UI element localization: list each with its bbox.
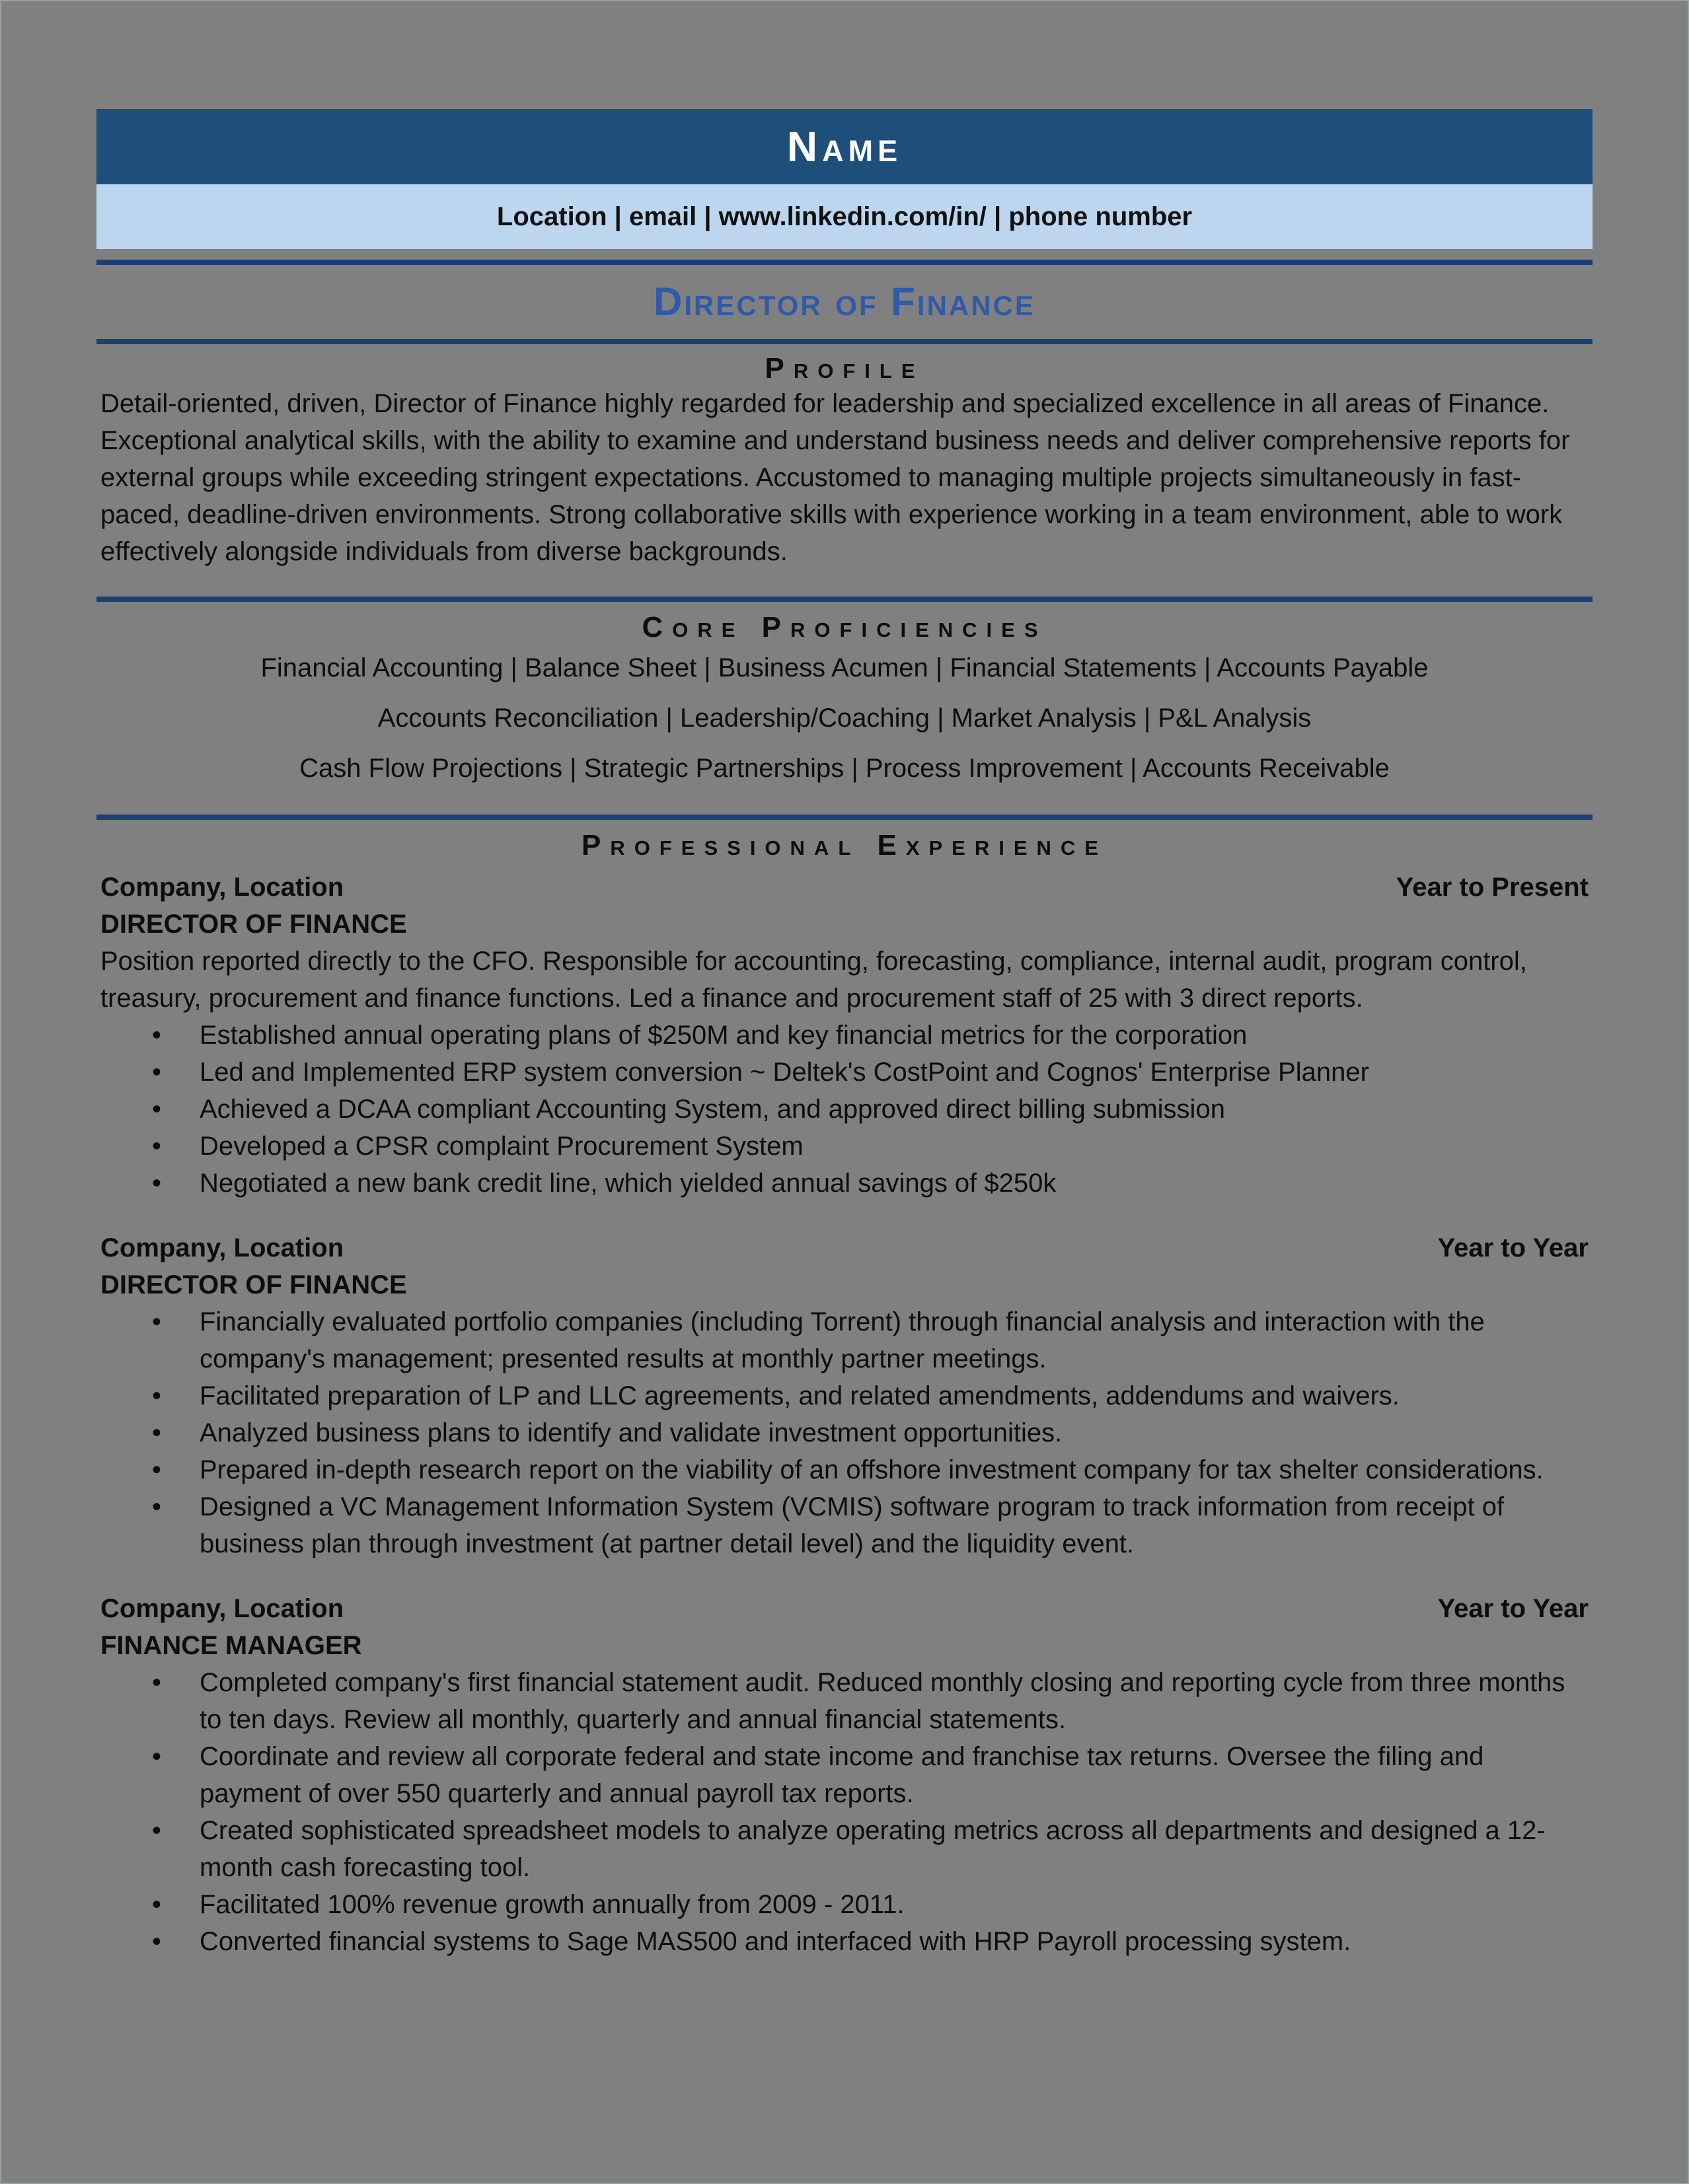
proficiencies-heading: Core Proficiencies	[642, 611, 1047, 643]
proficiency-line: Accounts Reconciliation | Leadership/Coaching | Market Analysis | P&L Analysis	[377, 704, 1312, 733]
list-item: • Completed company's first financial statement audit. Reduced monthly closing and reporting cycle from three months to ten days. Review all monthly, quarterly and annual financial statements.	[200, 1664, 1589, 1738]
proficiencies-list	[96, 643, 1593, 793]
job-dates: Year to Year	[1437, 1233, 1589, 1262]
list-item: • Prepared in-depth research report on the viability of an offshore investment company for tax shelter considerations.	[200, 1451, 1589, 1488]
divider	[96, 260, 1593, 265]
experience-heading: Professional Experience	[582, 829, 1107, 861]
list-item: • Coordinate and review all corporate federal and state income and franchise tax returns. Oversee the filing and payment of over 550 quarterly and annual payroll tax reports.	[200, 1738, 1589, 1812]
profile-text: Detail-oriented, driven, Director of Finance highly regarded for leadership and specialized excellence in all areas of Finance. Exceptional analytical skills, with the ability to examine and understand business needs and deliver comprehensive reports for external groups while exceeding stringent expectations. Accustomed to managing multiple projects simultaneously in fast-paced, deadline-driven environments. Strong collaborative skills with experience working in a team environment, able to work effectively alongside individuals from diverse backgrounds.	[100, 389, 1570, 566]
list-item: • Achieved a DCAA compliant Accounting System, and approved direct billing submission	[200, 1091, 1589, 1128]
resume-document	[96, 109, 1593, 1960]
list-item: • Analyzed business plans to identify and validate investment opportunities.	[200, 1414, 1589, 1451]
candidate-name: Name	[786, 123, 903, 170]
job-position: DIRECTOR OF FINANCE	[100, 1270, 407, 1299]
profile-heading: Profile	[765, 352, 924, 384]
job-company: Company, Location	[100, 1233, 344, 1262]
job-bullets	[100, 1664, 1589, 1960]
job-bullets	[100, 1303, 1589, 1562]
job-company: Company, Location	[100, 1594, 344, 1623]
list-item: • Developed a CPSR complaint Procurement System	[200, 1128, 1589, 1165]
job-header	[100, 869, 1589, 906]
job-title-heading: Director of Finance	[654, 279, 1035, 324]
list-item: • Facilitated preparation of LP and LLC agreements, and related amendments, addendums and waivers.	[200, 1377, 1589, 1414]
list-item: • Created sophisticated spreadsheet models to analyze operating metrics across all departments and designed a 12-month cash forecasting tool.	[200, 1812, 1589, 1886]
job-header	[100, 1590, 1589, 1627]
job-entry	[96, 1229, 1593, 1562]
job-dates: Year to Year	[1437, 1594, 1589, 1623]
divider	[96, 339, 1593, 344]
job-header	[100, 1229, 1589, 1266]
list-item: • Led and Implemented ERP system conversion ~ Deltek's CostPoint and Cognos' Enterprise Planner	[200, 1054, 1589, 1091]
proficiency-line: Financial Accounting | Balance Sheet | Business Acumen | Financial Statements | Accounts Payable	[260, 653, 1429, 682]
job-dates: Year to Present	[1396, 873, 1589, 902]
list-item: • Designed a VC Management Information System (VCMIS) software program to track information from receipt of business plan through investment (at partner detail level) and the liquidity event.	[200, 1488, 1589, 1562]
job-bullets	[100, 1017, 1589, 1202]
divider	[96, 815, 1593, 820]
job-position: DIRECTOR OF FINANCE	[100, 910, 407, 939]
proficiency-line: Cash Flow Projections | Strategic Partnerships | Process Improvement | Accounts Receivable	[299, 754, 1390, 783]
list-item: • Negotiated a new bank credit line, which yielded annual savings of $250k	[200, 1165, 1589, 1202]
job-entry	[96, 1590, 1593, 1960]
job-entry	[96, 869, 1593, 1202]
list-item: • Facilitated 100% revenue growth annually from 2009 - 2011.	[200, 1886, 1589, 1923]
job-description: Position reported directly to the CFO. Responsible for accounting, forecasting, compliance, internal audit, program control, treasury, procurement and finance functions. Led a finance and procurement staff of 25 with 3 direct reports.	[100, 947, 1527, 1013]
contact-banner	[96, 184, 1593, 249]
job-company: Company, Location	[100, 873, 344, 902]
job-position: FINANCE MANAGER	[100, 1631, 362, 1660]
divider	[96, 597, 1593, 602]
name-banner	[96, 109, 1593, 184]
contact-info: Location | email | www.linkedin.com/in/ | phone number	[496, 201, 1193, 231]
list-item: • Financially evaluated portfolio companies (including Torrent) through financial analysis and interaction with the company's management; presented results at monthly partner meetings.	[200, 1303, 1589, 1377]
list-item: • Established annual operating plans of $250M and key financial metrics for the corporation	[200, 1017, 1589, 1054]
list-item: • Converted financial systems to Sage MAS500 and interfaced with HRP Payroll processing system.	[200, 1923, 1589, 1960]
